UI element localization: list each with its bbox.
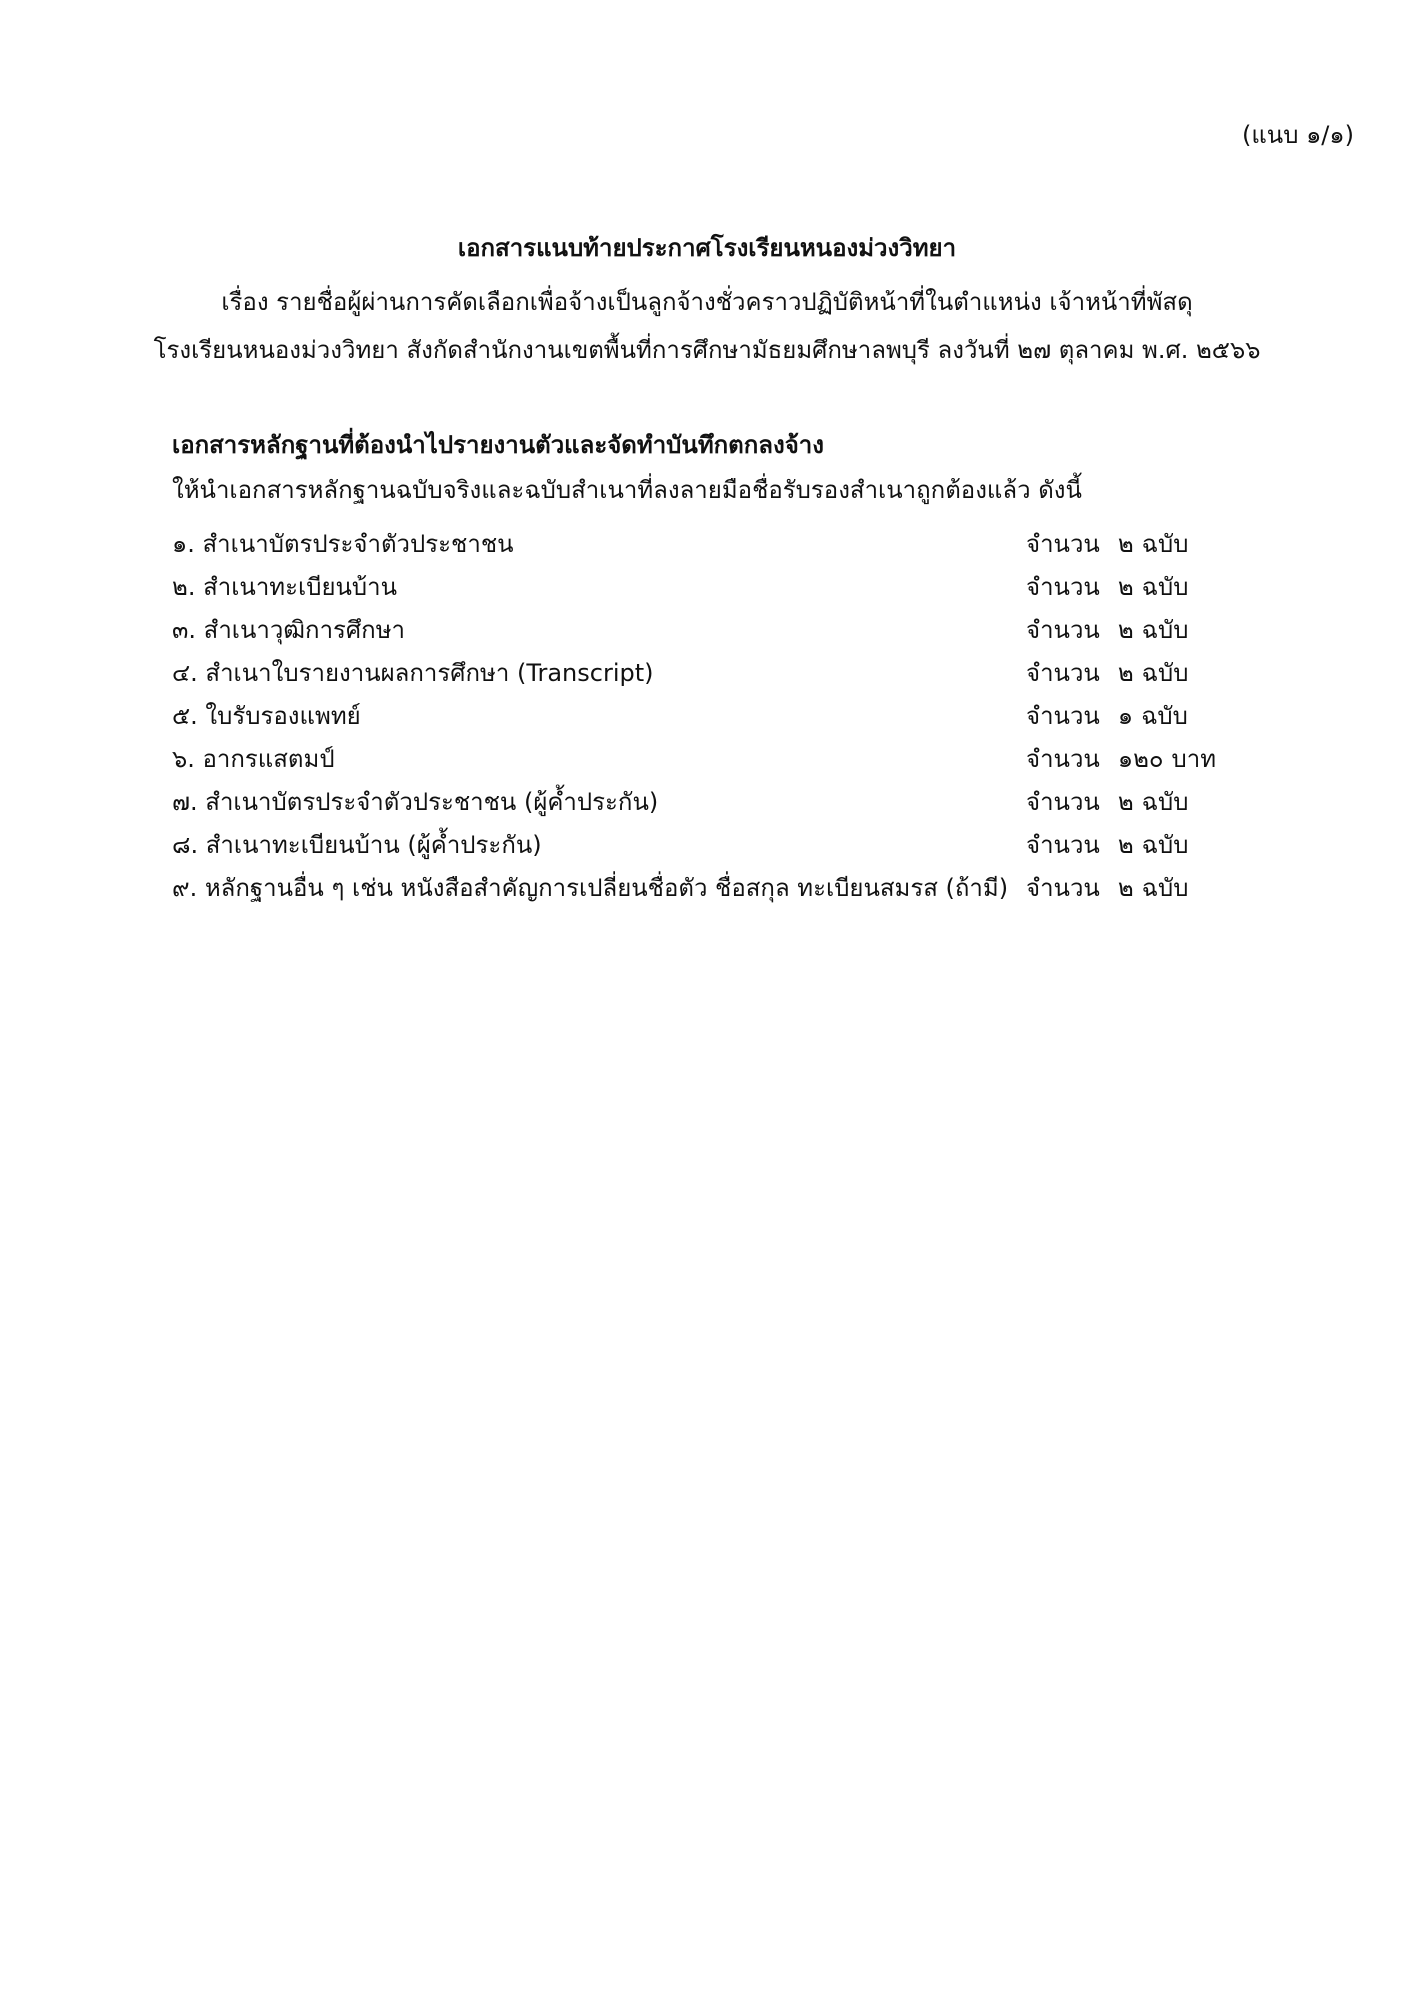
list-item [172, 567, 1332, 610]
document-name: ๖. อากรแสตมป์ [172, 745, 335, 773]
required-documents-list [172, 524, 1332, 911]
document-name: ๕. ใบรับรองแพทย์ [172, 702, 361, 730]
quantity-label: จำนวน [1026, 874, 1100, 902]
document-quantity [1026, 825, 1188, 864]
section-intro: ให้นำเอกสารหลักฐานฉบับจริงและฉบับสำเนาที่ลงลายมือชื่อรับรองสำเนาถูกต้องแล้ว ดังนี้ [172, 476, 1082, 504]
list-item [172, 868, 1332, 911]
document-name: ๘. สำเนาทะเบียนบ้าน (ผู้ค้ำประกัน) [172, 831, 542, 859]
document-subject: เรื่อง รายชื่อผู้ผ่านการคัดเลือกเพื่อจ้างเป็นลูกจ้างชั่วคราวปฏิบัติหน้าที่ในตำแหน่ง เจ้าหน้าที่พัสดุ [221, 288, 1193, 316]
quantity-number: ๒ [1117, 573, 1134, 601]
list-item [172, 524, 1332, 567]
document-name: ๔. สำเนาใบรายงานผลการศึกษา (Transcript) [172, 659, 654, 687]
document-quantity [1026, 653, 1188, 692]
list-item [172, 610, 1332, 653]
quantity-number: ๒ [1117, 788, 1134, 816]
quantity-number: ๒ [1117, 874, 1134, 902]
quantity-number: ๒ [1117, 530, 1134, 558]
attachment-label: (แนบ ๑/๑) [1241, 121, 1354, 149]
list-item [172, 782, 1332, 825]
quantity-number: ๑ [1117, 702, 1134, 730]
school-line: โรงเรียนหนองม่วงวิทยา สังกัดสำนักงานเขตพื้นที่การศึกษามัธยมศึกษาลพบุรี ลงวันที่ ๒๗ ตุลาคม พ.ศ. ๒๕๖๖ [153, 336, 1261, 364]
quantity-unit: ฉบับ [1141, 831, 1189, 859]
section-heading: เอกสารหลักฐานที่ต้องนำไปรายงานตัวและจัดทำบันทึกตกลงจ้าง [172, 431, 824, 459]
quantity-label: จำนวน [1026, 788, 1100, 816]
quantity-number: ๑๒๐ [1117, 745, 1164, 773]
quantity-unit: ฉบับ [1141, 788, 1189, 816]
quantity-number: ๒ [1117, 831, 1134, 859]
list-item [172, 653, 1332, 696]
quantity-unit: ฉบับ [1141, 616, 1189, 644]
quantity-unit: ฉบับ [1141, 530, 1189, 558]
document-name: ๒. สำเนาทะเบียนบ้าน [172, 573, 398, 601]
quantity-label: จำนวน [1026, 831, 1100, 859]
document-quantity [1026, 696, 1188, 735]
document-quantity [1026, 739, 1216, 778]
quantity-label: จำนวน [1026, 530, 1100, 558]
list-item [172, 825, 1332, 868]
quantity-label: จำนวน [1026, 702, 1100, 730]
document-name: ๑. สำเนาบัตรประจำตัวประชาชน [172, 530, 514, 558]
document-title: เอกสารแนบท้ายประกาศโรงเรียนหนองม่วงวิทยา [457, 234, 957, 262]
quantity-number: ๒ [1117, 616, 1134, 644]
document-name: ๙. หลักฐานอื่น ๆ เช่น หนังสือสำคัญการเปลี่ยนชื่อตัว ชื่อสกุล ทะเบียนสมรส (ถ้ามี) [172, 874, 1009, 902]
quantity-unit: ฉบับ [1141, 659, 1189, 687]
quantity-label: จำนวน [1026, 616, 1100, 644]
document-quantity [1026, 868, 1188, 907]
quantity-unit: บาท [1171, 745, 1217, 773]
quantity-label: จำนวน [1026, 659, 1100, 687]
document-name: ๓. สำเนาวุฒิการศึกษา [172, 616, 405, 644]
document-quantity [1026, 782, 1188, 821]
document-quantity [1026, 524, 1188, 563]
quantity-unit: ฉบับ [1141, 573, 1189, 601]
list-item [172, 739, 1332, 782]
quantity-unit: ฉบับ [1141, 702, 1188, 730]
quantity-label: จำนวน [1026, 745, 1100, 773]
list-item [172, 696, 1332, 739]
quantity-unit: ฉบับ [1141, 874, 1189, 902]
document-name: ๗. สำเนาบัตรประจำตัวประชาชน (ผู้ค้ำประกัน) [172, 788, 659, 816]
document-quantity [1026, 610, 1188, 649]
document-quantity [1026, 567, 1188, 606]
quantity-label: จำนวน [1026, 573, 1100, 601]
quantity-number: ๒ [1117, 659, 1134, 687]
